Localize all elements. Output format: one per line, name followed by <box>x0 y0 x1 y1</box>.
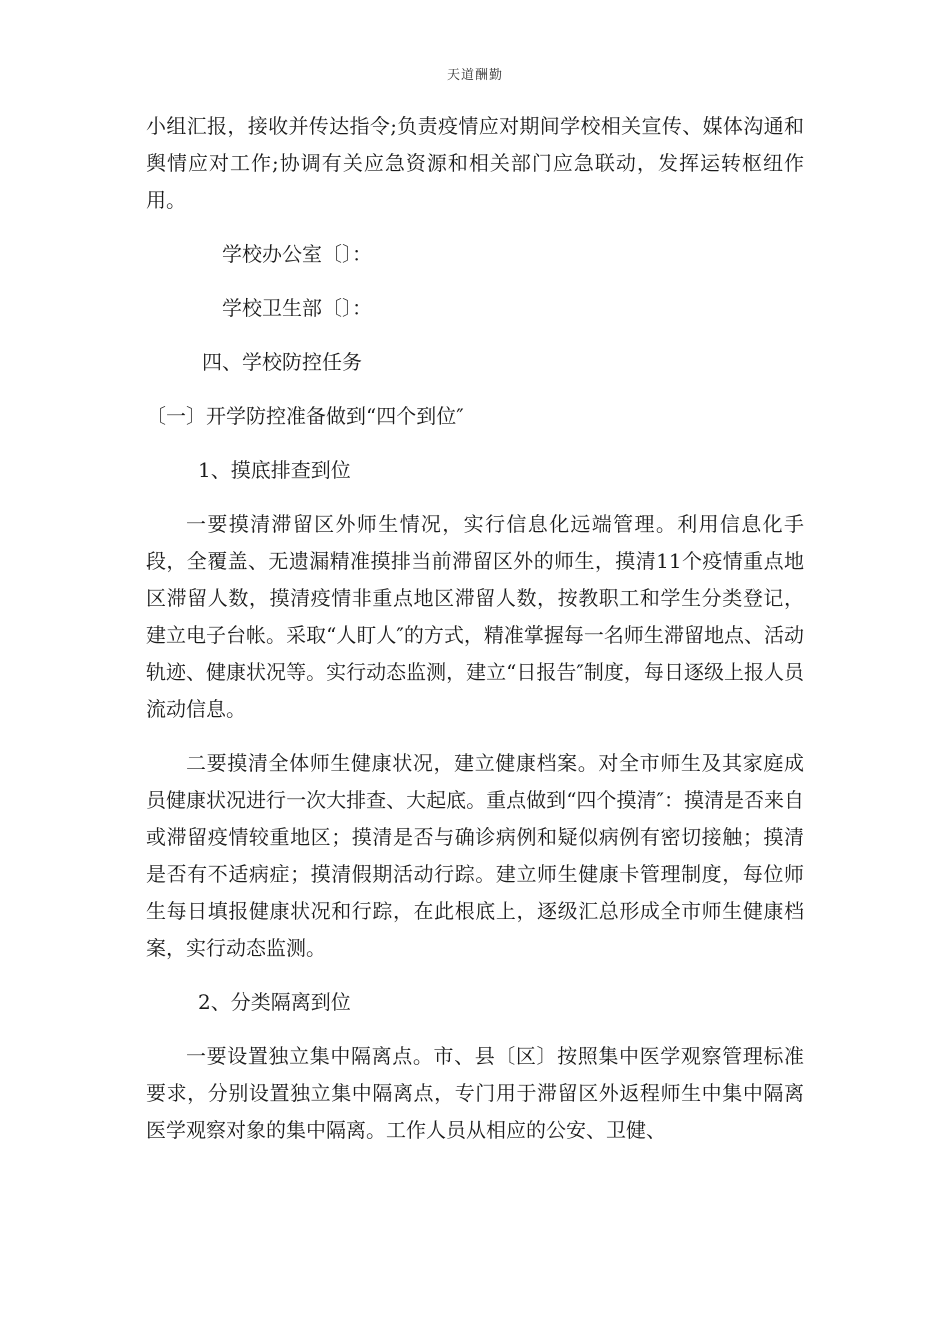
school-office-line: 学校办公室〔〕： <box>222 242 372 266</box>
paragraph-health-records: 二要摸清全体师生健康状况，建立健康档案。对全市师生及其家庭成员健康状况进行一次大排查、大起底。重点做到“四个摸清″：摸清是否来自或滞留疫情较重地区；摸清是否与确诊病例和疑似病例有密切接触；摸清是否有不适病症；摸清假期活动行踪。建立师生健康卡管理制度，每位师生每日填报健康状况和行踪，在此根底上，逐级汇总形成全市师生健康档案，实行动态监测。 <box>146 751 804 960</box>
page-header: 天道酬勤 <box>446 68 503 83</box>
subsection-heading: 〔一〕开学防控准备做到“四个到位″ <box>146 404 464 428</box>
paragraph-investigation: 一要摸清滞留区外师生情况，实行信息化远端管理。利用信息化手段，全覆盖、无遗漏精准摸排当前滞留区外的师生，摸清11个疫情重点地区滞留人数，摸清疫情非重点地区滞留人数，按教职工和学生分类登记，建立电子台帐。采取“人盯人″的方式，精准掌握每一名师生滞留地点、活动轨迹、健康状况等。实行动态监测，建立“日报告″制度，每日逐级上报人员流动信息。 <box>146 512 804 721</box>
document-body <box>146 108 804 1149</box>
item-heading-1: 1、摸底排查到位 <box>198 458 351 482</box>
section-heading: 四、学校防控任务 <box>202 350 362 374</box>
paragraph-intro: 小组汇报，接收并传达指令;负责疫情应对期间学校相关宣传、媒体沟通和舆情应对工作;协调有关应急资源和相关部门应急联动，发挥运转枢纽作用。 <box>146 114 804 212</box>
item-heading-2: 2、分类隔离到位 <box>198 990 351 1014</box>
paragraph-isolation: 一要设置独立集中隔离点。市、县〔区〕按照集中医学观察管理标准要求，分别设置独立集中隔离点，专门用于滞留区外返程师生中集中隔离医学观察对象的集中隔离。工作人员从相应的公安、卫健、 <box>146 1044 804 1142</box>
health-dept-line: 学校卫生部〔〕： <box>222 296 372 320</box>
